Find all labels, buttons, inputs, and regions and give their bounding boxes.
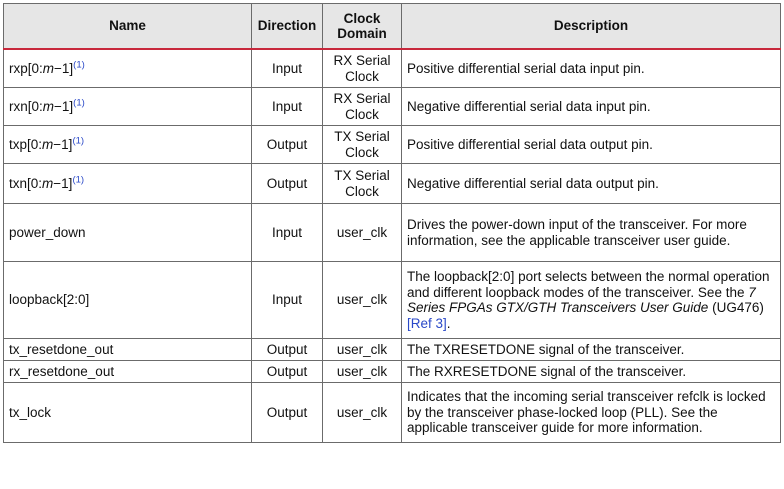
table-row: [4, 49, 781, 88]
clock-line1: TX Serial: [334, 129, 390, 144]
cell-direction: Output: [252, 383, 323, 443]
table-row: [4, 383, 781, 443]
ref-link[interactable]: [Ref 3]: [407, 315, 447, 331]
table-row: [4, 204, 781, 262]
signal-name: txp[0:m−1]: [9, 136, 73, 152]
signal-name: rxn[0:m−1]: [9, 98, 74, 114]
cell-clock: [323, 164, 402, 204]
cell-name: [4, 164, 252, 204]
header-clock-line1: Clock: [343, 10, 381, 26]
footnote-link[interactable]: (1): [72, 174, 85, 186]
cell-name: tx_resetdone_out: [4, 339, 252, 361]
cell-clock: [323, 49, 402, 88]
clock-line2: Clock: [345, 144, 379, 160]
cell-name: tx_lock: [4, 383, 252, 443]
cell-description: The RXRESETDONE signal of the transceiver.: [402, 361, 781, 383]
cell-name: [4, 126, 252, 164]
cell-description: Indicates that the incoming serial transceiver refclk is locked by the transceiver phase-locked loop (PLL). See the applicable transceiver guide for more information.: [402, 383, 781, 443]
port-table: [3, 3, 781, 443]
clock-line1: RX Serial: [333, 91, 391, 106]
clock-line2: Clock: [345, 183, 379, 199]
clock-line2: Clock: [345, 68, 379, 84]
cell-name: loopback[2:0]: [4, 262, 252, 339]
cell-direction: Input: [252, 49, 323, 88]
cell-clock: [323, 126, 402, 164]
cell-name: power_down: [4, 204, 252, 262]
cell-name: rx_resetdone_out: [4, 361, 252, 383]
desc-text: (UG476): [708, 300, 764, 315]
cell-clock: [323, 88, 402, 126]
desc-text: The loopback[2:0] port selects between the normal operation and different loopback modes of the transceiver. See the: [407, 269, 770, 300]
cell-description: Negative differential serial data output pin.: [402, 164, 781, 204]
header-description: Description: [402, 4, 781, 50]
clock-line1: RX Serial: [333, 53, 391, 68]
cell-direction: Input: [252, 204, 323, 262]
cell-description: The TXRESETDONE signal of the transceiver.: [402, 339, 781, 361]
table-row: [4, 361, 781, 383]
cell-direction: Output: [252, 339, 323, 361]
table-row: [4, 126, 781, 164]
footnote-link[interactable]: (1): [73, 97, 85, 109]
port-table-container: [3, 3, 780, 443]
clock-line1: TX Serial: [334, 168, 390, 183]
cell-description: Negative differential serial data input pin.: [402, 88, 781, 126]
cell-name: [4, 49, 252, 88]
cell-description: [402, 262, 781, 339]
desc-text: .: [446, 315, 451, 331]
cell-description: Drives the power-down input of the transceiver. For more information, see the applicable transceiver user guide.: [402, 204, 781, 262]
cell-clock: user_clk: [323, 204, 402, 262]
cell-clock: user_clk: [323, 383, 402, 443]
signal-name: txn[0:m−1]: [9, 175, 73, 191]
footnote-link[interactable]: (1): [72, 135, 85, 147]
cell-direction: Input: [252, 262, 323, 339]
cell-description: Positive differential serial data input pin.: [402, 49, 781, 88]
cell-clock: user_clk: [323, 361, 402, 383]
cell-direction: Output: [252, 164, 323, 204]
signal-name: rxp[0:m−1]: [9, 60, 74, 76]
cell-direction: Input: [252, 88, 323, 126]
cell-description: Positive differential serial data output pin.: [402, 126, 781, 164]
table-row: [4, 88, 781, 126]
header-name: Name: [4, 4, 252, 50]
cell-direction: Output: [252, 126, 323, 164]
cell-clock: user_clk: [323, 262, 402, 339]
cell-direction: Output: [252, 361, 323, 383]
desc-doc-title: 7 Series FPGAs GTX/GTH Transceivers User Guide: [407, 284, 756, 315]
table-row: [4, 164, 781, 204]
clock-line2: Clock: [345, 106, 379, 122]
header-clock-domain: [323, 4, 402, 50]
table-row: [4, 262, 781, 339]
cell-name: [4, 88, 252, 126]
header-row: [4, 4, 781, 50]
footnote-link[interactable]: (1): [73, 59, 85, 71]
cell-clock: user_clk: [323, 339, 402, 361]
header-clock-line2: Domain: [337, 26, 387, 41]
table-row: [4, 339, 781, 361]
header-direction: Direction: [252, 4, 323, 50]
